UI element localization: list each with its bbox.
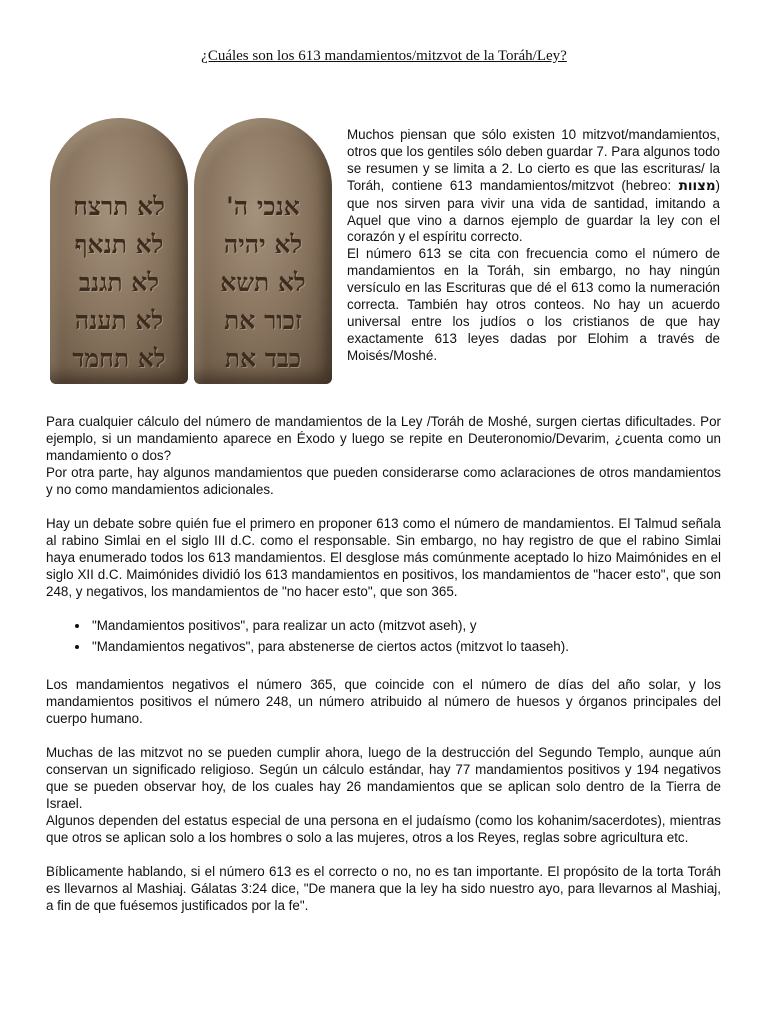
left-tablet-inscription [50, 188, 188, 378]
intro-p1-text: Muchos piensan que sólo existen 10 mitzvot/mandamientos, otros que los gentiles sólo deben guardar 7. Para algunos todo se resumen y se limita a 2. Lo cierto es que las escrituras/ la Toráh, contiene 613 mandamientos/mitzvot (hebreo: [347, 127, 720, 193]
body-paragraph-7: Bíblicamente hablando, si el número 613 es el correcto o no, no es tan importante. El propósito de la torta Toráh es llevarnos al Mashiaj. Gálatas 3:24 dice, "De manera que la ley ha sido nuestro ayo, para llevarnos al Mashiaj, a fin de que fuésemos justificados por la fe". [46, 864, 721, 913]
body-paragraph-5: Muchas de las mitzvot no se pueden cumplir ahora, luego de la destrucción del Segundo Templo, aunque aún conservan un significado religioso. Según un cálculo estándar, hay 77 mandamientos positivos y 194 negativos que se pueden observar hoy, de los cuales hay 26 mandamientos que se aplican solo dentro de la Tierra de Israel. [46, 745, 721, 811]
tablet-line: אנכי ה' [226, 192, 300, 221]
body-paragraph-6: Algunos dependen del estatus especial de una persona en el judaísmo (como los kohanim/sacerdotes), mientras que otros se aplican solo a los hombres o solo a las mujeres, otros a los Reyes, reglas sobre agricultura etc. [46, 813, 721, 845]
intro-paragraph-2: El número 613 se cita con frecuencia como el número de mandamientos en la Toráh, sin embargo, no hay ningún versículo en las Escrituras que dé el 613 como la numeración correcta. También hay otros conteos. No hay un acuerdo universal entre los judíos o los cristianos de que hay exactamente 613 leyes dadas por Elohim a través de Moisés/Moshé. [347, 246, 720, 363]
tablet-line: לא תענה [74, 306, 164, 335]
tablet-line: לא תשא [220, 268, 306, 297]
intro-p1-text-end: ) que nos sirven para vivir una vida de santidad, imitando a Aquel que vino a darnos ejemplo de guardar la ley con el corazón y el espíritu correcto. [347, 177, 720, 245]
document-title: ¿Cuáles son los 613 mandamientos/mitzvot de la Toráh/Ley? [201, 48, 567, 64]
tablet-line: לא יהיה [223, 230, 303, 259]
tablet-line: לא תחמד [72, 344, 166, 373]
left-tablet [50, 118, 188, 384]
tablet-line: לא תרצח [73, 192, 165, 221]
mitzvot-hebrew-word: מצוות [678, 178, 716, 194]
tablet-line: זכור את [224, 306, 302, 335]
intro-text [347, 127, 720, 365]
right-tablet [194, 118, 332, 384]
body-paragraph-3: Hay un debate sobre quién fue el primero en proponer 613 como el número de mandamientos. El Talmud señala al rabino Simlai en el siglo III d.C. como el responsable. Sin embargo, no hay registro de que el rabino Simlai haya enumerado todos los 613 mandamientos. El desglose más comúnmente aceptado lo hizo Maimónides en el siglo XII d.C. Maimónides dividió los 613 mandamientos en positivos, los mandamientos de "hacer esto", que son 248, y negativos, los mandamientos de "no hacer esto", que son 365. [46, 516, 721, 599]
intro-paragraph-1 [347, 127, 720, 246]
tablet-line: כבד את [224, 344, 302, 373]
body-paragraph-4: Los mandamientos negativos el número 365, que coincide con el número de días del año solar, y los mandamientos positivos el número 248, un número atribuido al número de huesos y órganos principales del cuerpo humano. [46, 677, 721, 726]
list-item: • "Mandamientos positivos", para realizar un acto (mitzvot aseh), y [90, 617, 721, 634]
right-tablet-inscription [194, 188, 332, 378]
tablet-line: לא תנאף [74, 230, 164, 259]
ten-commandments-tablets-image [46, 118, 334, 386]
main-body-text [46, 413, 721, 914]
body-paragraph-1: Para cualquier cálculo del número de mandamientos de la Ley /Toráh de Moshé, surgen ciertas dificultades. Por ejemplo, si un mandamiento aparece en Éxodo y luego se repite en Deuteronomio/Devarim, ¿cuenta como un mandamiento o dos? [46, 414, 721, 463]
tablet-line: לא תגנב [78, 268, 160, 297]
body-paragraph-2: Por otra parte, hay algunos mandamientos que pueden considerarse como aclaraciones de otros mandamientos y no como mandamientos adicionales. [46, 465, 721, 497]
commandment-types-list [46, 617, 721, 655]
list-item: • "Mandamientos negativos", para abstenerse de ciertos actos (mitzvot lo taaseh). [90, 638, 721, 655]
